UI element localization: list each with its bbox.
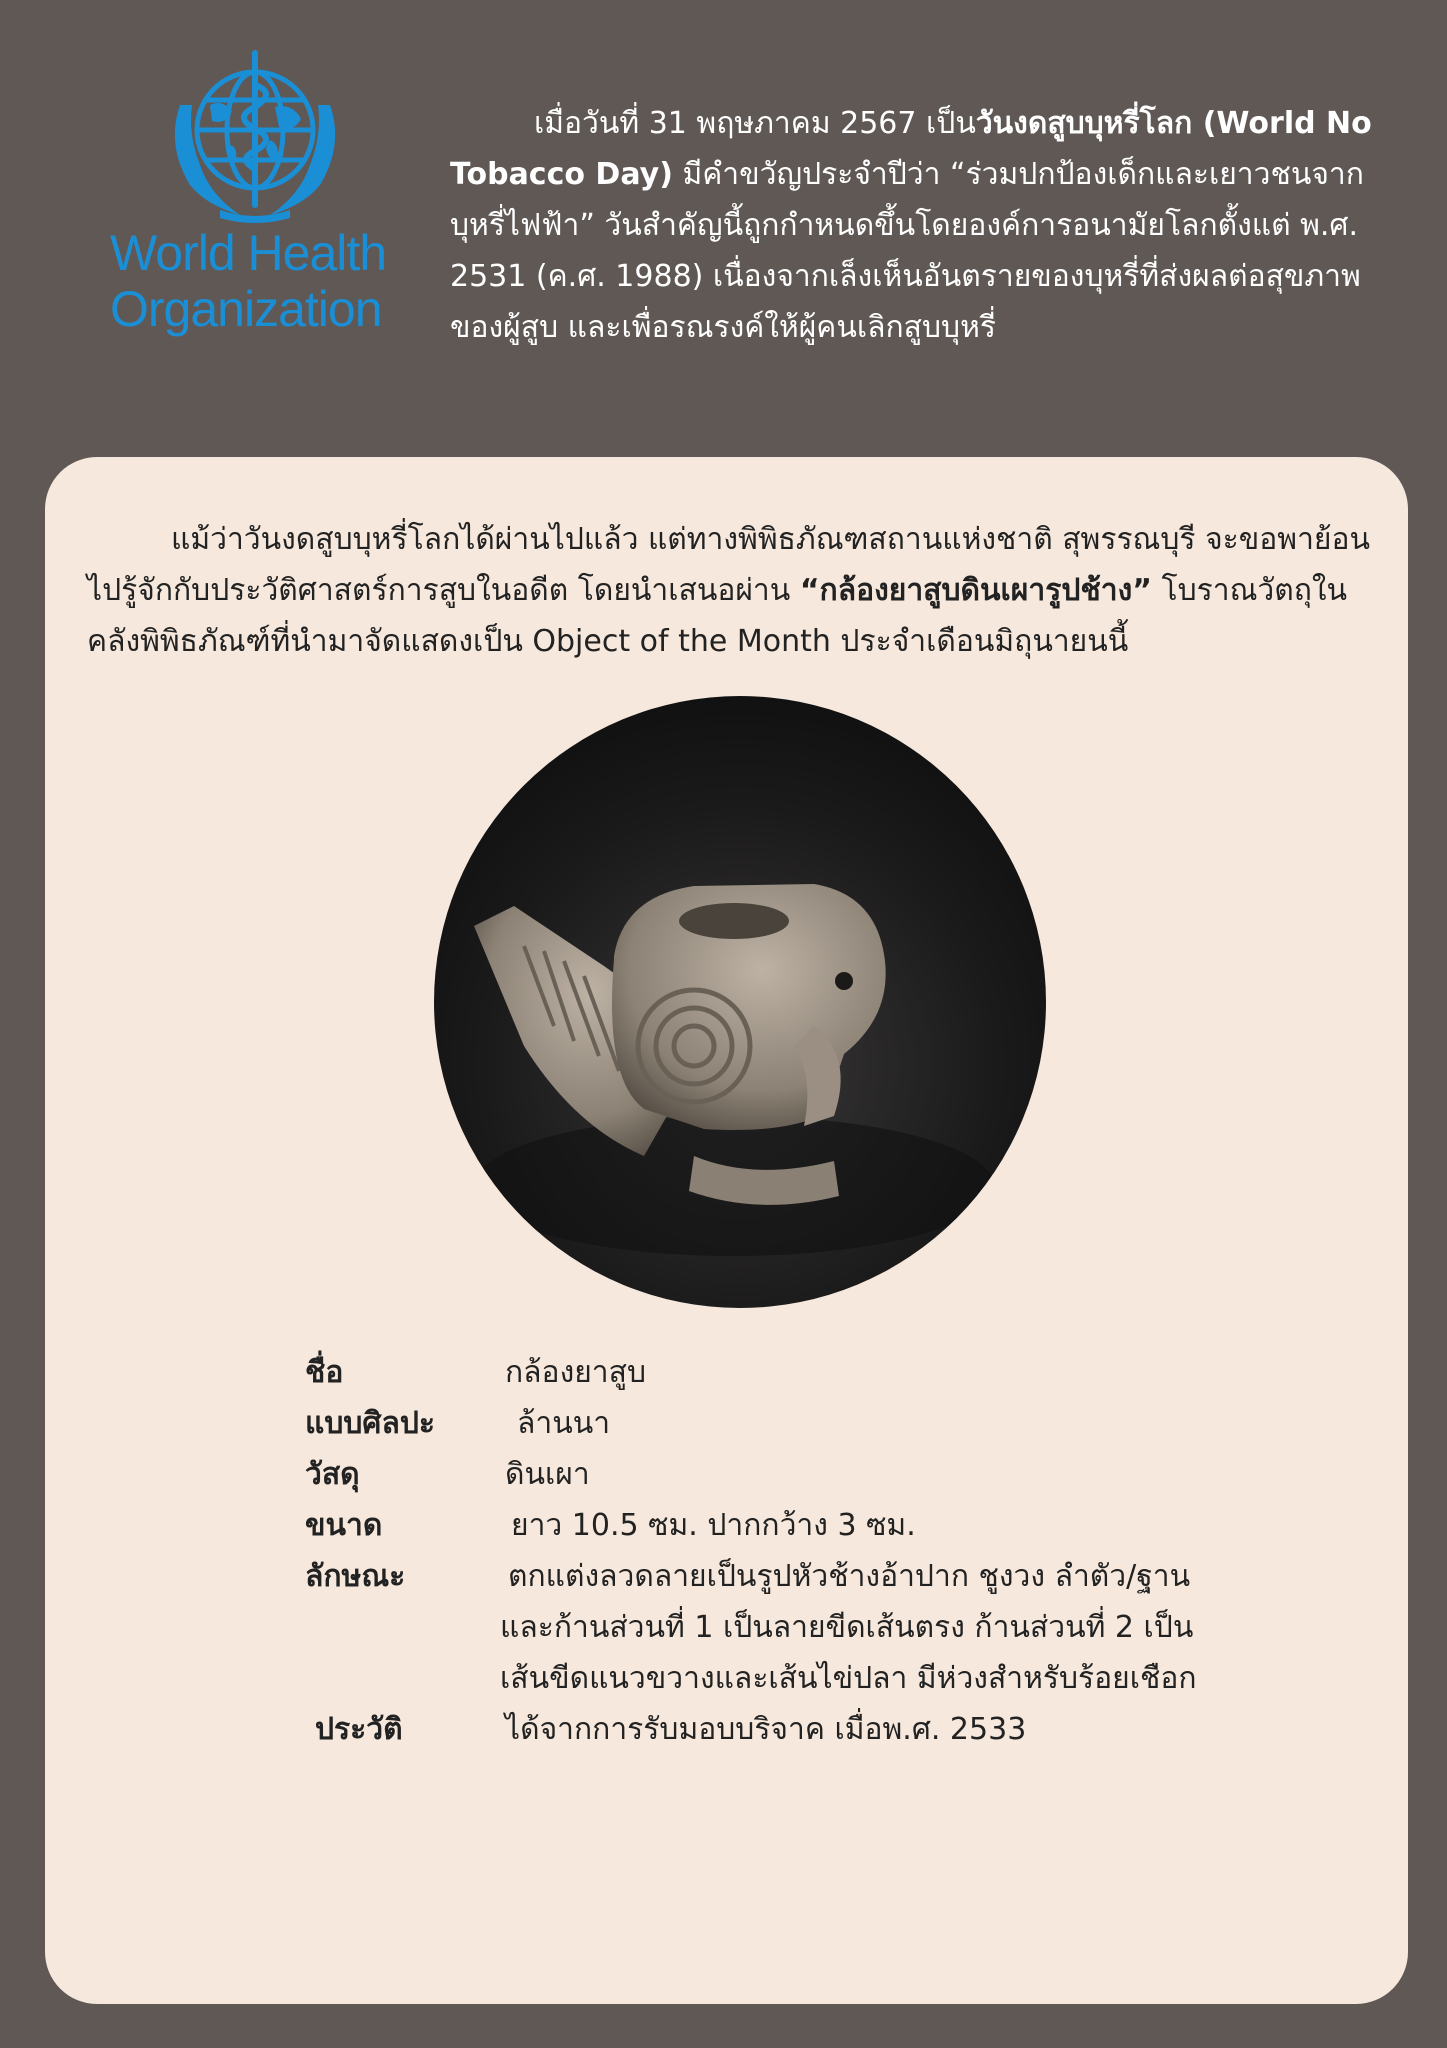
intro-text-post: มีคำขวัญประจำปีว่า “ร่วมปกป้องเด็กและเยาวชนจากบุหรี่ไฟฟ้า” วันสำคัญนี้ถูกกำหนดขึ้นโดยองค์การอนามัยโลกตั้งแต่ พ.ศ. 2531 (ค.ศ. 1988) เนื่องจากเล็งเห็นอันตรายของบุหรี่ที่ส่งผลต่อสุขภาพของผู้สูบ และเพื่อรณรงค์ให้ผู้คนเลิกสูบบุหรี่ [450, 157, 1364, 345]
detail-style [305, 1398, 1305, 1449]
lead-paragraph [87, 514, 1377, 667]
detail-history-value: ได้จากการรับมอบบริจาค เมื่อพ.ศ. 2533 [505, 1712, 1027, 1747]
who-logo-line2: Organization [110, 281, 382, 337]
detail-size [305, 1500, 1305, 1551]
lead-text-bold: “กล้องยาสูบดินเผารูปช้าง” [799, 573, 1152, 608]
detail-history-label: ประวัติ [315, 1712, 403, 1747]
detail-material-value: ดินเผา [505, 1457, 590, 1492]
who-logo [100, 45, 410, 345]
lead-text-pre: แม้ว่าวันงดสูบบุหรี่โลกได้ผ่านไปแล้ว แต่ทางพิพิธภัณฑสถานแห่งชาติ สุพรรณบุรี จะขอพาย้อนไปรู้จักกับประวัติศาสตร์การสูบในอดีต โดยนำเสนอผ่าน [87, 522, 1371, 608]
detail-style-value: ล้านนา [517, 1406, 611, 1441]
who-emblem-icon [150, 45, 360, 225]
detail-features-line2: และก้านส่วนที่ 1 เป็นลายขีดเส้นตรง ก้านส่วนที่ 2 เป็น [500, 1610, 1194, 1645]
who-logo-line1: World Health [110, 225, 387, 281]
detail-style-label: แบบศิลปะ [305, 1406, 436, 1441]
elephant-pipe-image [434, 696, 1046, 1308]
detail-name [305, 1347, 1305, 1398]
detail-features-line3: เส้นขีดแนวขวางและเส้นไข่ปลา มีห่วงสำหรับร้อยเชือก [500, 1661, 1197, 1696]
detail-features-line1: ตกแต่งลวดลายเป็นรูปหัวช้างอ้าปาก ชูงวง ลำตัว/ฐาน [508, 1559, 1191, 1594]
detail-features [305, 1551, 1305, 1704]
detail-name-value: กล้องยาสูบ [505, 1355, 646, 1390]
detail-material [305, 1449, 1305, 1500]
detail-size-label: ขนาด [305, 1508, 383, 1543]
intro-text-bold: วันงดสูบบุหรี่โลก (World No Tobacco Day) [450, 106, 1372, 192]
details-list [305, 1347, 1305, 1755]
detail-name-label: ชื่อ [305, 1355, 344, 1390]
lead-text-post: โบราณวัตถุในคลังพิพิธภัณฑ์ที่นำมาจัดแสดงเป็น Object of the Month ประจำเดือนมิถุนายนนี้ [87, 573, 1348, 659]
intro-paragraph [450, 98, 1405, 353]
detail-material-label: วัสดุ [305, 1457, 360, 1492]
detail-size-value: ยาว 10.5 ซม. ปากกว้าง 3 ซม. [511, 1508, 916, 1543]
detail-features-label: ลักษณะ [305, 1559, 406, 1594]
detail-history [305, 1704, 1305, 1755]
content-card [45, 457, 1408, 2004]
artifact-photo [434, 696, 1046, 1308]
intro-text-pre: เมื่อวันที่ 31 พฤษภาคม 2567 เป็น [534, 106, 976, 141]
